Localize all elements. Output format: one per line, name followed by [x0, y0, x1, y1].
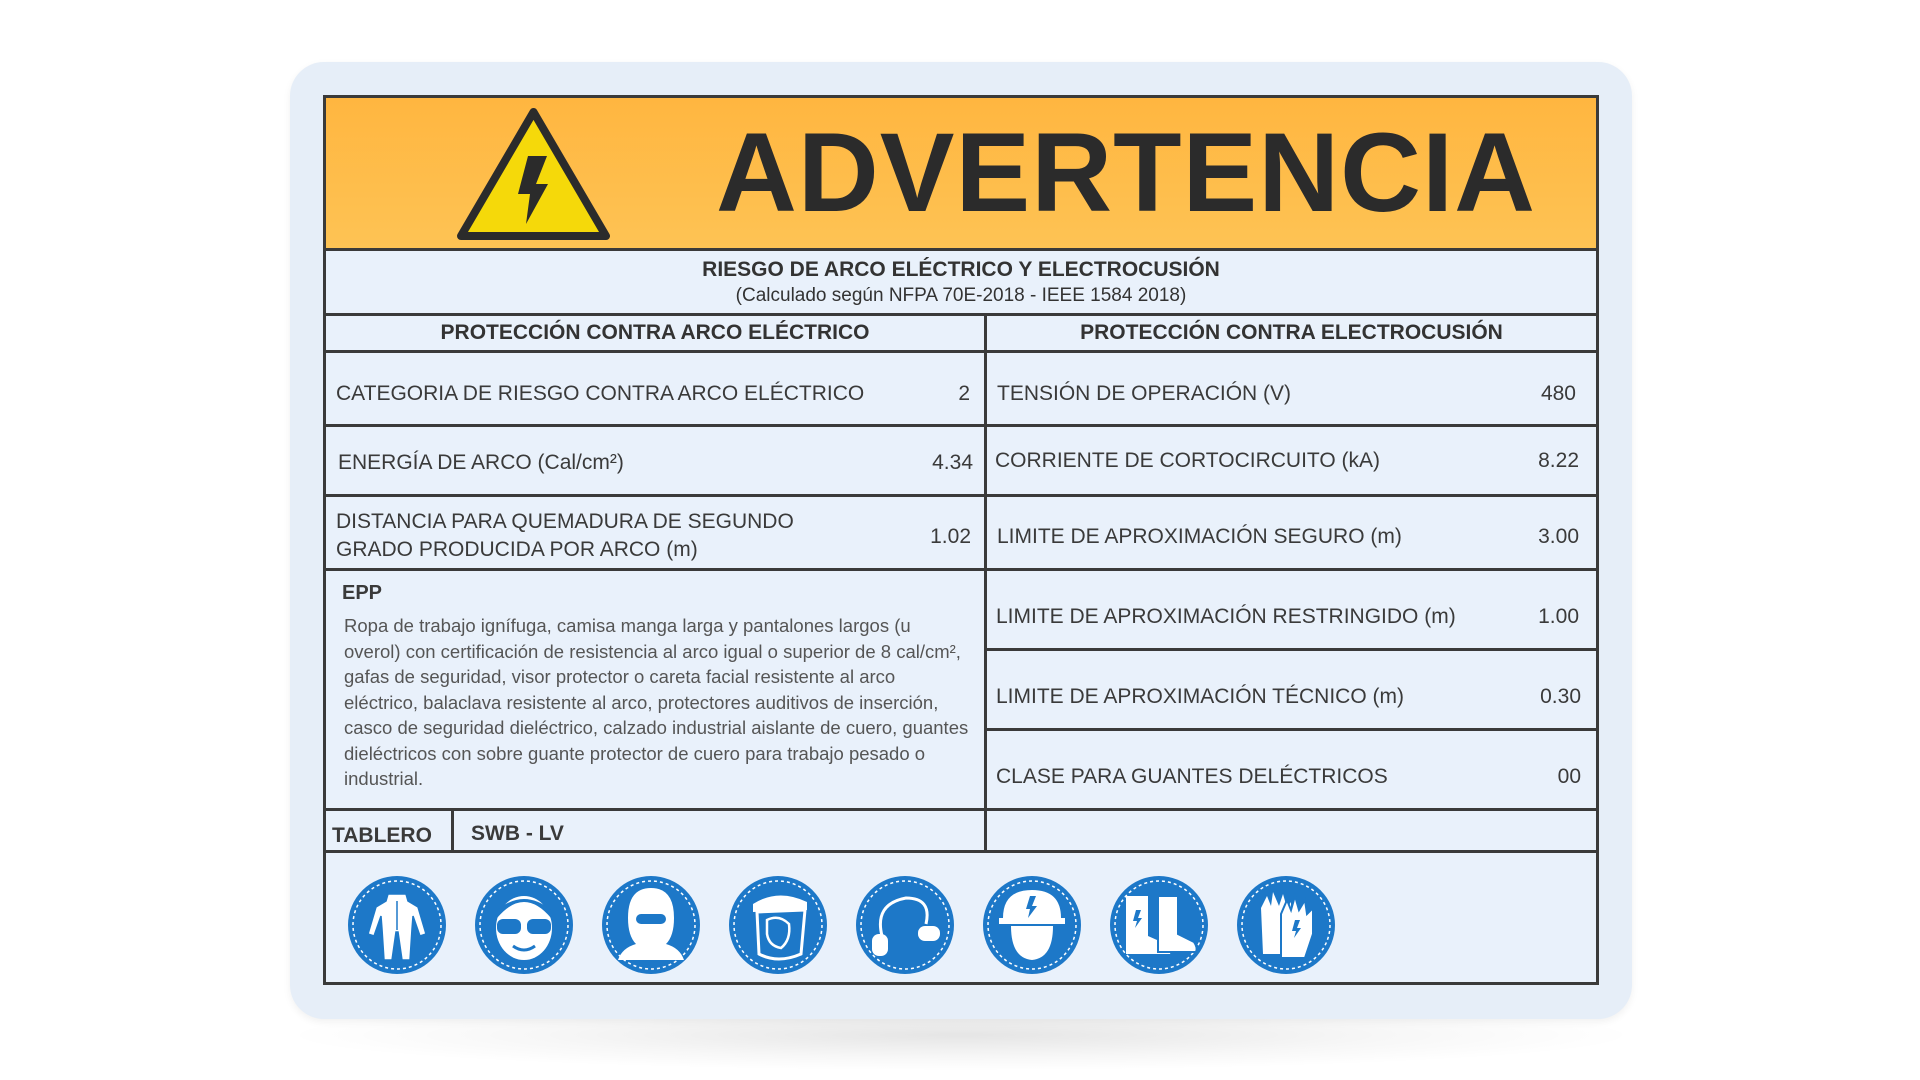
coverall-icon — [346, 874, 448, 976]
divider — [326, 424, 1596, 427]
dielectric-gloves-icon — [1235, 874, 1337, 976]
arc-energy-value: 4.34 — [932, 451, 973, 474]
warning-header — [326, 98, 1596, 251]
tablero-value: SWB - LV — [471, 822, 564, 845]
safety-glasses-icon — [473, 874, 575, 976]
shock-protection-heading: PROTECCIÓN CONTRA ELECTROCUSIÓN — [1080, 321, 1503, 344]
balaclava-icon — [600, 874, 702, 976]
arc-protection-heading: PROTECCIÓN CONTRA ARCO ELÉCTRICO — [440, 321, 870, 344]
divider — [326, 568, 1596, 571]
glove-class-value: 00 — [1557, 765, 1581, 788]
divider — [326, 850, 1596, 853]
electrical-hazard-icon — [456, 106, 611, 242]
divider — [985, 728, 1596, 731]
arc-category-value: 2 — [958, 382, 970, 405]
divider — [326, 350, 1596, 353]
burn-distance-label: DISTANCIA PARA QUEMADURA DE SEGUNDO — [336, 510, 794, 533]
technical-approach-limit-value: 0.30 — [1540, 685, 1581, 708]
divider — [326, 808, 1596, 811]
warning-title: ADVERTENCIA — [716, 110, 1536, 235]
restricted-approach-limit-label: LIMITE DE APROXIMACIÓN RESTRINGIDO (m) — [996, 605, 1456, 628]
hazard-subtitle — [326, 251, 1596, 313]
hazard-subtitle-line2: (Calculado según NFPA 70E-2018 - IEEE 1584 2018) — [735, 285, 1187, 306]
dielectric-boots-icon — [1108, 874, 1210, 976]
divider — [984, 316, 987, 850]
technical-approach-limit-label: LIMITE DE APROXIMACIÓN TÉCNICO (m) — [996, 685, 1404, 708]
hazard-subtitle-line1: RIESGO DE ARCO ELÉCTRICO Y ELECTROCUSIÓN — [702, 258, 1220, 281]
glove-class-label: CLASE PARA GUANTES DELÉCTRICOS — [996, 765, 1388, 788]
divider — [985, 648, 1596, 651]
safe-approach-limit-label: LIMITE DE APROXIMACIÓN SEGURO (m) — [997, 525, 1402, 548]
short-circuit-current-value: 8.22 — [1538, 449, 1579, 472]
warning-label — [323, 95, 1599, 985]
face-shield-icon — [727, 874, 829, 976]
arc-category-label: CATEGORIA DE RIESGO CONTRA ARCO ELÉCTRICO — [336, 382, 865, 405]
epp-title: EPP — [342, 582, 383, 604]
safe-approach-limit-value: 3.00 — [1538, 525, 1579, 548]
ear-plugs-icon — [854, 874, 956, 976]
tablero-label: TABLERO — [332, 824, 432, 847]
burn-distance-label-line2: GRADO PRODUCIDA POR ARCO (m) — [336, 538, 698, 561]
divider — [451, 808, 454, 850]
epp-description: Ropa de trabajo ignífuga, camisa manga larga y pantalones largos (u overol) con certificación de resistencia al arco igual o superior de 8 cal/cm², gafas de seguridad, visor protector o careta facial resistente al arco eléctrico, balaclava resistente al arco, protectores auditivos de inserción, casco de seguridad dieléctrico, calzado industrial aislante de cuero, guantes dieléctricos con sobre guante protector de cuero para trabajo pesado o industrial. — [344, 615, 969, 789]
hard-hat-icon — [981, 874, 1083, 976]
arc-energy-label: ENERGÍA DE ARCO (Cal/cm²) — [338, 451, 624, 474]
restricted-approach-limit-value: 1.00 — [1538, 605, 1579, 628]
divider — [326, 494, 1596, 497]
short-circuit-current-label: CORRIENTE DE CORTOCIRCUITO (kA) — [995, 449, 1381, 472]
burn-distance-value: 1.02 — [930, 525, 971, 548]
operating-voltage-label: TENSIÓN DE OPERACIÓN (V) — [997, 382, 1292, 405]
operating-voltage-value: 480 — [1540, 382, 1576, 405]
